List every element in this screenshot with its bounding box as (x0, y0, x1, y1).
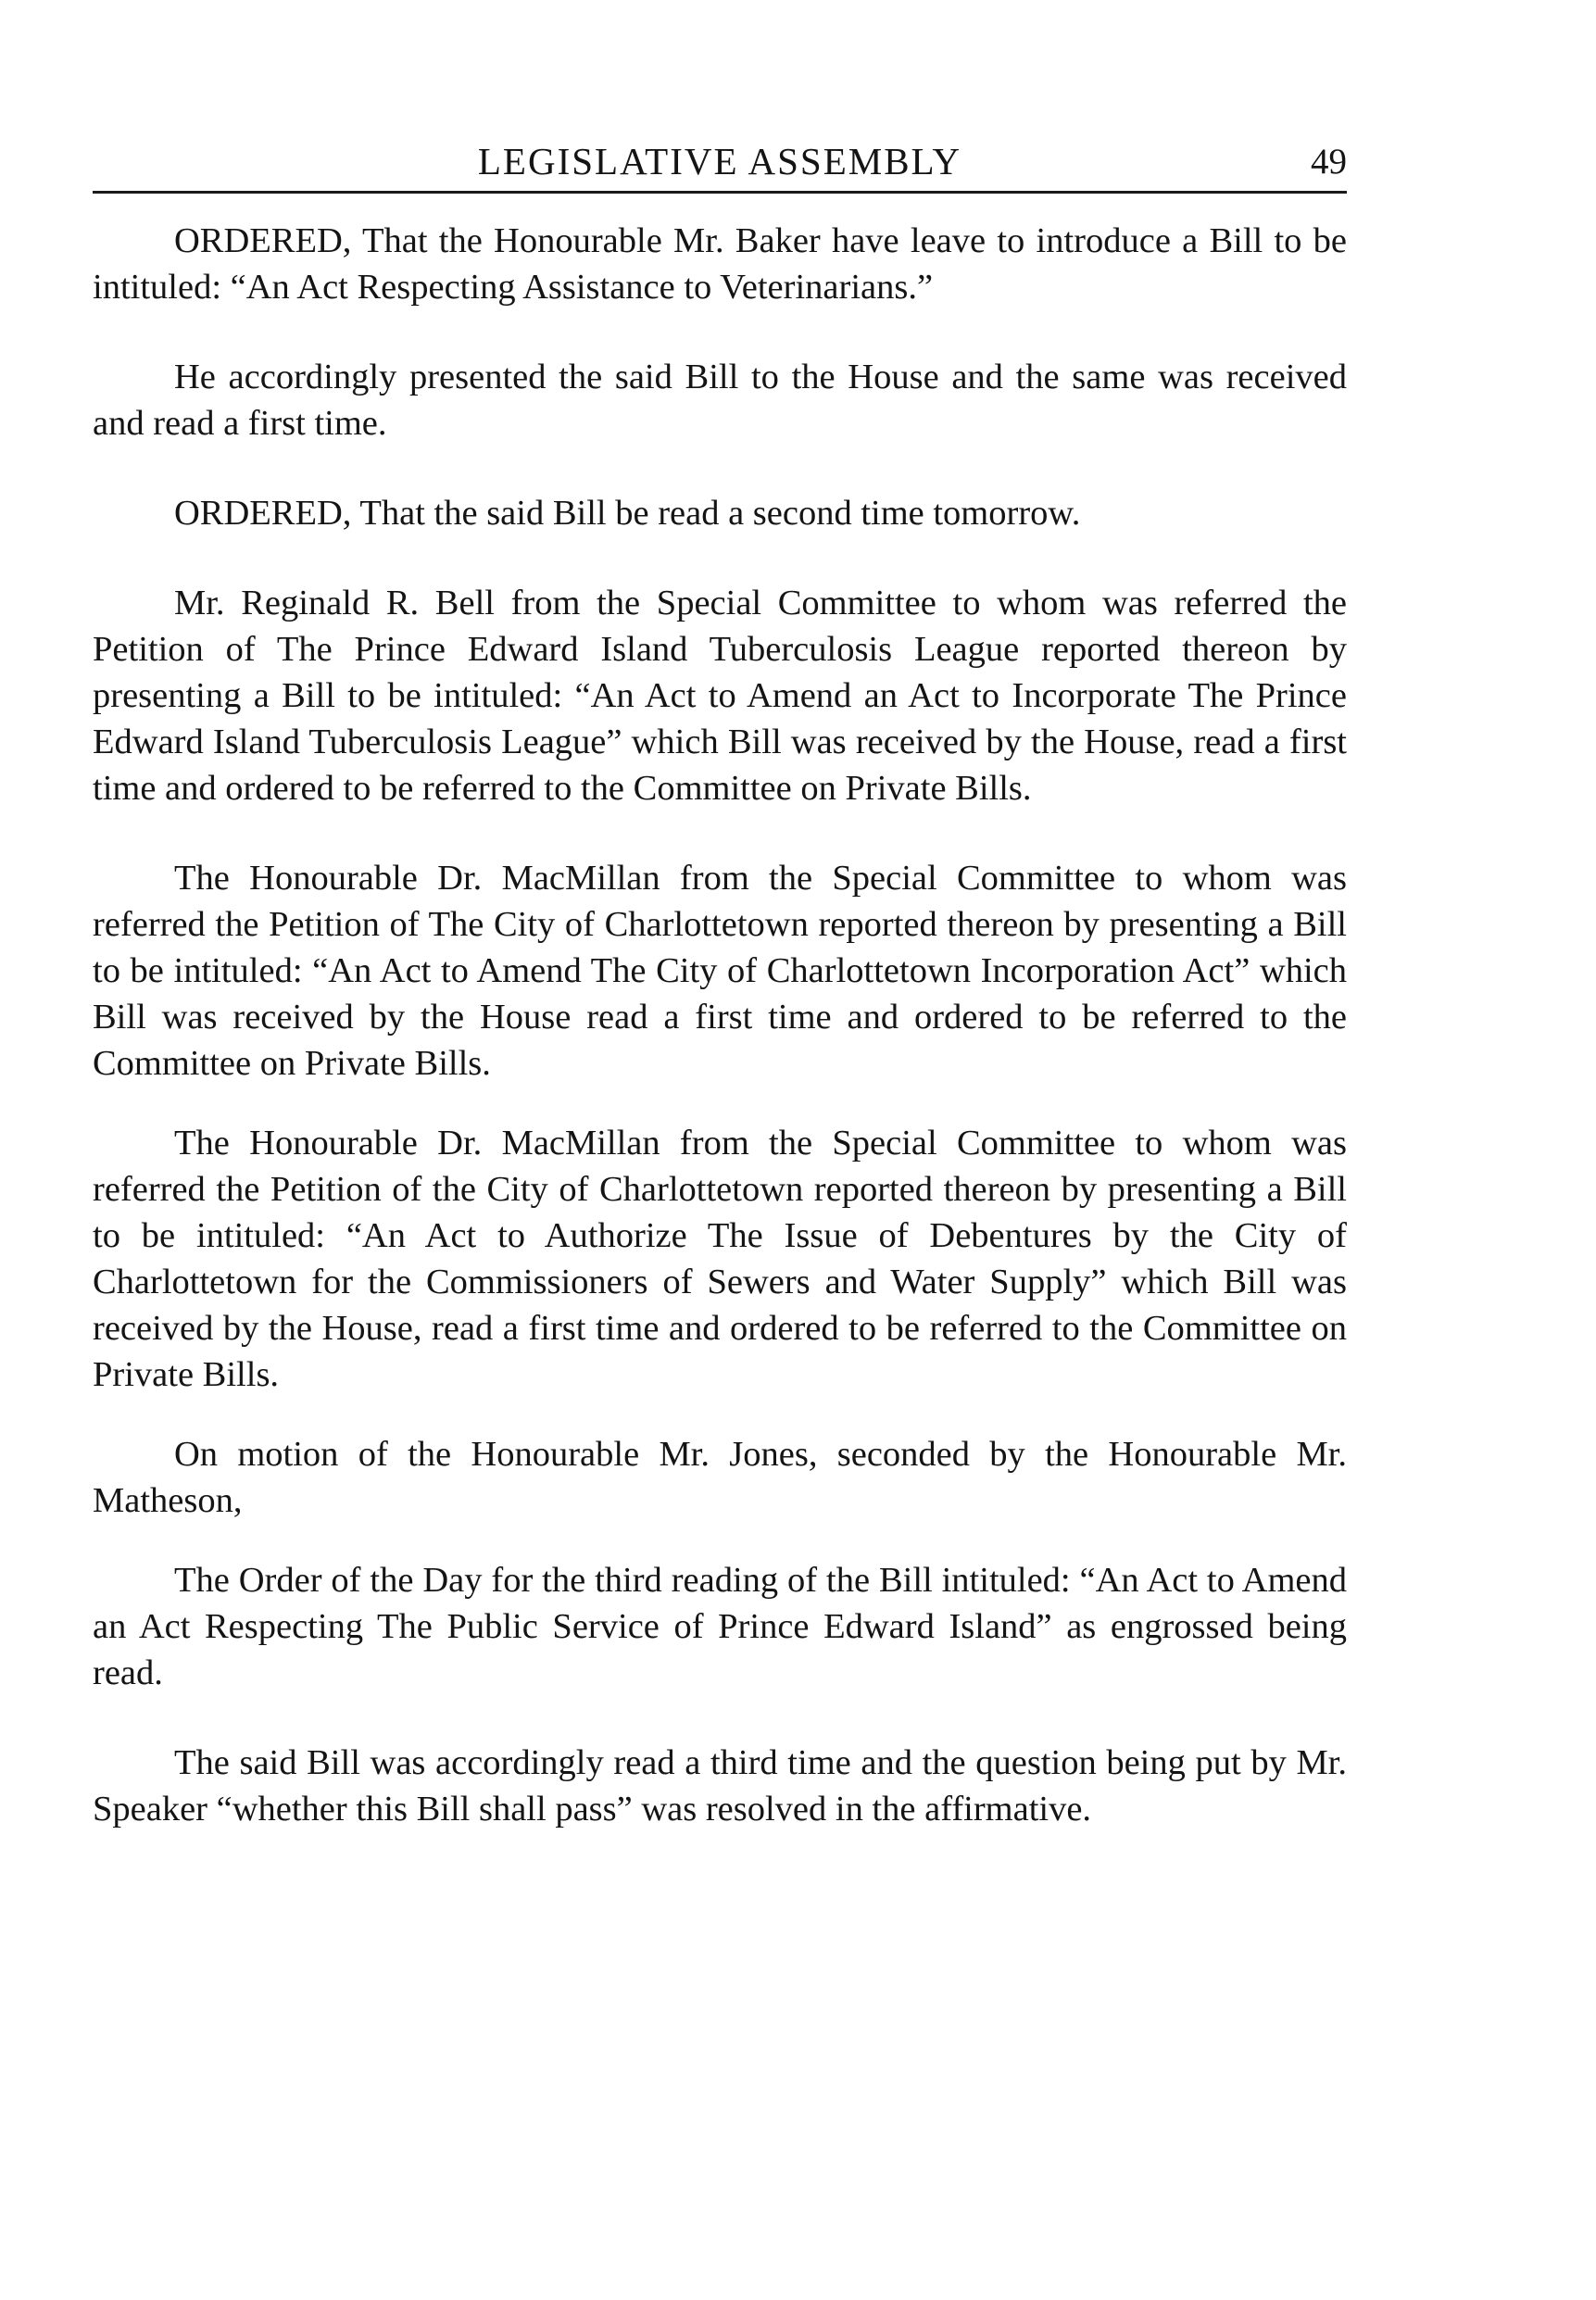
paragraph-motion: On motion of the Honourable Mr. Jones, seconded by the Honourable Mr. Matheson, (93, 1435, 1347, 1520)
paragraph-ordered-leave: ORDERED, That the Honourable Mr. Baker have leave to introduce a Bill to be intituled: “An Act Respecting Assistance to Veterinarians.” (93, 221, 1347, 307)
running-title: LEGISLATIVE ASSEMBLY (477, 140, 962, 182)
body-text (93, 218, 1347, 1832)
paragraph-charlottetown-incorporation-bill: The Honourable Dr. MacMillan from the Special Committee to whom was referred the Petition of The City of Charlottetown reported thereon by presenting a Bill to be intituled: “An Act to Amend The City of Charlottetown Incorporation Act” which Bill was received by the House read a first time and ordered to be referred to the Committee on Private Bills. (93, 859, 1347, 1083)
paragraph-ordered-second-reading: ORDERED, That the said Bill be read a second time tomorrow. (174, 494, 1081, 533)
paragraph-bill-presented: He accordingly presented the said Bill to the House and the same was received and read a first time. (93, 358, 1347, 443)
paragraph-tuberculosis-league-bill: Mr. Reginald R. Bell from the Special Committee to whom was referred the Petition of The Prince Edward Island Tuberculosis League reported thereon by presenting a Bill to be intituled: “An Act to Amend an Act to Incorporate The Prince Edward Island Tuberculosis League” which Bill was received by the House, read a first time and ordered to be referred to the Committee on Private Bills. (93, 584, 1347, 808)
paragraph-order-of-the-day: The Order of the Day for the third reading of the Bill intituled: “An Act to Amend an Act Respecting The Public Service of Prince Edward Island” as engrossed being read. (93, 1561, 1347, 1692)
paragraph-debentures-bill: The Honourable Dr. MacMillan from the Special Committee to whom was referred the Petition of the City of Charlottetown reported thereon by presenting a Bill to be intituled: “An Act to Authorize The Issue of Debentures by the City of Charlottetown for the Commissioners of Sewers and Water Supply” which Bill was received by the House, read a first time and ordered to be referred to the Committee on Private Bills. (93, 1124, 1347, 1394)
page-number: 49 (1311, 142, 1347, 182)
running-header (93, 130, 1347, 194)
document-page (93, 130, 1347, 1876)
paragraph-third-reading: The said Bill was accordingly read a third time and the question being put by Mr. Speaker “whether this Bill shall pass” was resolved in the affirmative. (93, 1743, 1347, 1829)
